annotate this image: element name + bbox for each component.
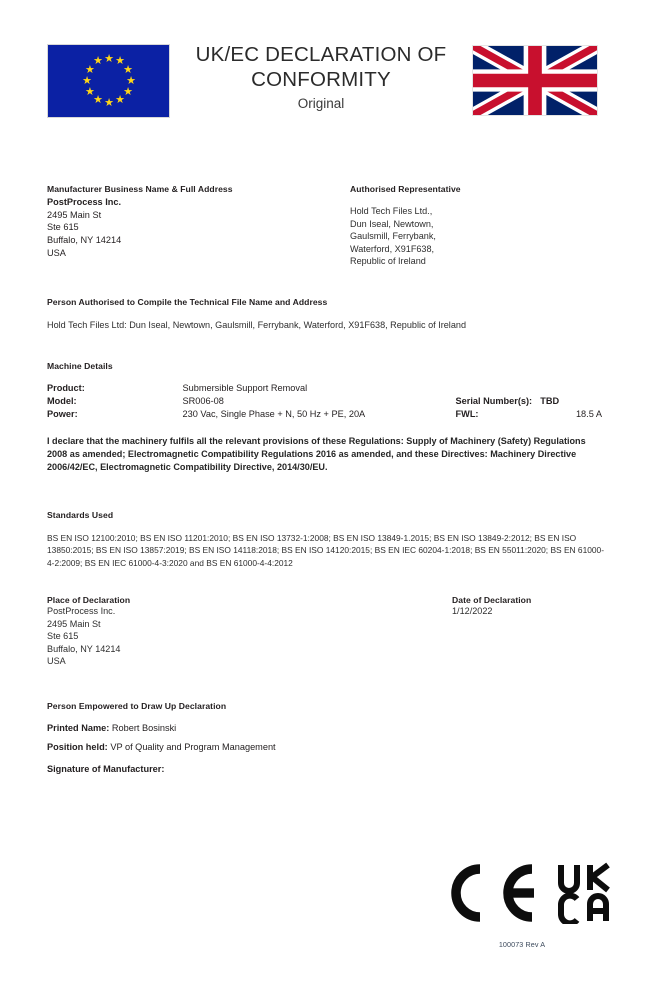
machine-details-value: SR006-08 bbox=[182, 395, 224, 406]
declaration-statement: I declare that the machinery fulfils all the relevant provisions of these Regulations: Supply of Machinery (Safety) Regulations 2008 as amended; Electromagnetic Compatibility Regulations 2016 as amended, and these Directives: Machinery Directive 2006/42/EC, Electromagnetic Compatibility Directive, 2014/30/EU. bbox=[47, 436, 586, 473]
ukca-mark-icon bbox=[556, 862, 612, 924]
eu-star-icon: ★ bbox=[126, 74, 136, 87]
manufacturer-address-line: Buffalo, NY 14214 bbox=[47, 235, 122, 246]
eu-star-icon: ★ bbox=[123, 85, 133, 98]
manufacturer-heading: Manufacturer Business Name & Full Address bbox=[47, 184, 233, 194]
footer-document-code: 100073 Rev A bbox=[498, 940, 546, 949]
place-line: USA bbox=[47, 656, 66, 667]
printed-name-label: Printed Name: bbox=[47, 723, 110, 733]
eu-star-icon: ★ bbox=[82, 74, 92, 87]
machine-details-row bbox=[47, 382, 602, 395]
signatory-heading: Person Empowered to Draw Up Declaration bbox=[47, 701, 227, 711]
eu-star-icon: ★ bbox=[93, 93, 103, 106]
machine-details-value: 230 Vac, Single Phase + N, 50 Hz + PE, 20A bbox=[182, 408, 366, 419]
printed-name-row bbox=[47, 722, 547, 735]
date-of-declaration-heading: Date of Declaration bbox=[452, 595, 532, 605]
eu-star-icon: ★ bbox=[85, 85, 95, 98]
eu-star-icon: ★ bbox=[93, 55, 103, 68]
machine-details-heading: Machine Details bbox=[47, 361, 113, 371]
eu-star-icon: ★ bbox=[104, 52, 114, 65]
machine-details-label-2 bbox=[456, 382, 541, 395]
machine-details-row bbox=[47, 395, 602, 408]
manufacturer-address-line: USA bbox=[47, 247, 66, 258]
date-of-declaration-value: 1/12/2022 bbox=[452, 606, 493, 616]
union-jack-flag bbox=[472, 45, 598, 116]
machine-details-block bbox=[47, 361, 602, 420]
machine-details-value-2 bbox=[540, 382, 602, 395]
place-line: 2495 Main St bbox=[47, 618, 101, 629]
position-held-value: VP of Quality and Program Management bbox=[110, 741, 276, 752]
position-held-label: Position held: bbox=[47, 741, 108, 752]
technical-file-block bbox=[47, 297, 602, 332]
eu-flag bbox=[47, 44, 170, 118]
technical-file-text: Hold Tech Files Ltd: Dun Iseal, Newtown, Gaulsmill, Ferrybank, Waterford, X91F638, Republic of Ireland bbox=[47, 320, 467, 330]
technical-file-heading: Person Authorised to Compile the Technical File Name and Address bbox=[47, 297, 328, 307]
serial-number-value: TBD bbox=[540, 395, 560, 406]
document-header bbox=[0, 0, 647, 140]
standards-heading: Standards Used bbox=[47, 510, 114, 520]
title-block bbox=[176, 42, 466, 111]
printed-name-value: Robert Bosinski bbox=[111, 723, 177, 733]
authorised-representative-block bbox=[350, 184, 600, 268]
fwl-label: FWL: bbox=[455, 408, 479, 419]
conformity-marks bbox=[446, 862, 612, 924]
manufacturer-block bbox=[47, 184, 337, 260]
auth-rep-address-line: Waterford, X91F638, bbox=[350, 243, 435, 254]
machine-details-row bbox=[47, 408, 602, 421]
signature-label: Signature of Manufacturer: bbox=[47, 763, 165, 774]
eu-star-icon: ★ bbox=[85, 63, 95, 76]
machine-details-value: Submersible Support Removal bbox=[182, 383, 308, 393]
auth-rep-address-line: Hold Tech Files Ltd., bbox=[350, 206, 433, 216]
eu-star-icon: ★ bbox=[104, 96, 114, 109]
fwl-value: 18.5 A bbox=[575, 408, 602, 419]
auth-rep-address-line: Gaulsmill, Ferrybank, bbox=[350, 231, 436, 242]
machine-details-label: Product: bbox=[47, 383, 85, 393]
standards-list: BS EN ISO 12100:2010; BS EN ISO 11201:2010; BS EN ISO 13732-1:2008; BS EN ISO 13849-1.2015; BS EN ISO 13849-2:2012; BS EN ISO 13850:2015; BS EN ISO 13857:2019; BS EN ISO 14118:2018; BS EN ISO 14120:2015; BS EN IEC 60204-1:2018; BS EN 55011:2020; BS EN 61000-4-2:2009; BS EN IEC 61000-4-3:2020 and BS EN 61000-4-4:2012 bbox=[47, 533, 604, 568]
manufacturer-address-line: Ste 615 bbox=[47, 222, 79, 233]
machine-details-label: Model: bbox=[47, 395, 77, 406]
place-line: Buffalo, NY 14214 bbox=[47, 643, 121, 654]
page-subtitle: Original bbox=[297, 96, 345, 111]
page-title: UK/EC DECLARATION OF CONFORMITY bbox=[195, 43, 447, 91]
machine-details-label: Power: bbox=[47, 408, 78, 419]
manufacturer-address-line: 2495 Main St bbox=[47, 209, 102, 220]
position-held-row bbox=[47, 741, 547, 754]
auth-rep-address-line: Republic of Ireland bbox=[350, 256, 426, 267]
eu-star-icon: ★ bbox=[115, 55, 125, 68]
eu-star-icon: ★ bbox=[123, 63, 133, 76]
authorised-representative-heading: Authorised Representative bbox=[350, 184, 461, 194]
signatory-block bbox=[47, 701, 547, 775]
eu-star-icon: ★ bbox=[115, 93, 125, 106]
manufacturer-name: PostProcess Inc. bbox=[47, 197, 122, 207]
place-of-declaration-block bbox=[47, 595, 347, 668]
place-line: Ste 615 bbox=[47, 631, 79, 642]
serial-number-label: Serial Number(s): bbox=[455, 395, 533, 406]
standards-block bbox=[47, 510, 605, 569]
place-of-declaration-heading: Place of Declaration bbox=[47, 595, 131, 605]
place-line: PostProcess Inc. bbox=[47, 606, 116, 616]
ce-mark-icon bbox=[446, 864, 538, 922]
auth-rep-address-line: Dun Iseal, Newtown, bbox=[350, 218, 434, 229]
date-of-declaration-block bbox=[452, 595, 612, 618]
